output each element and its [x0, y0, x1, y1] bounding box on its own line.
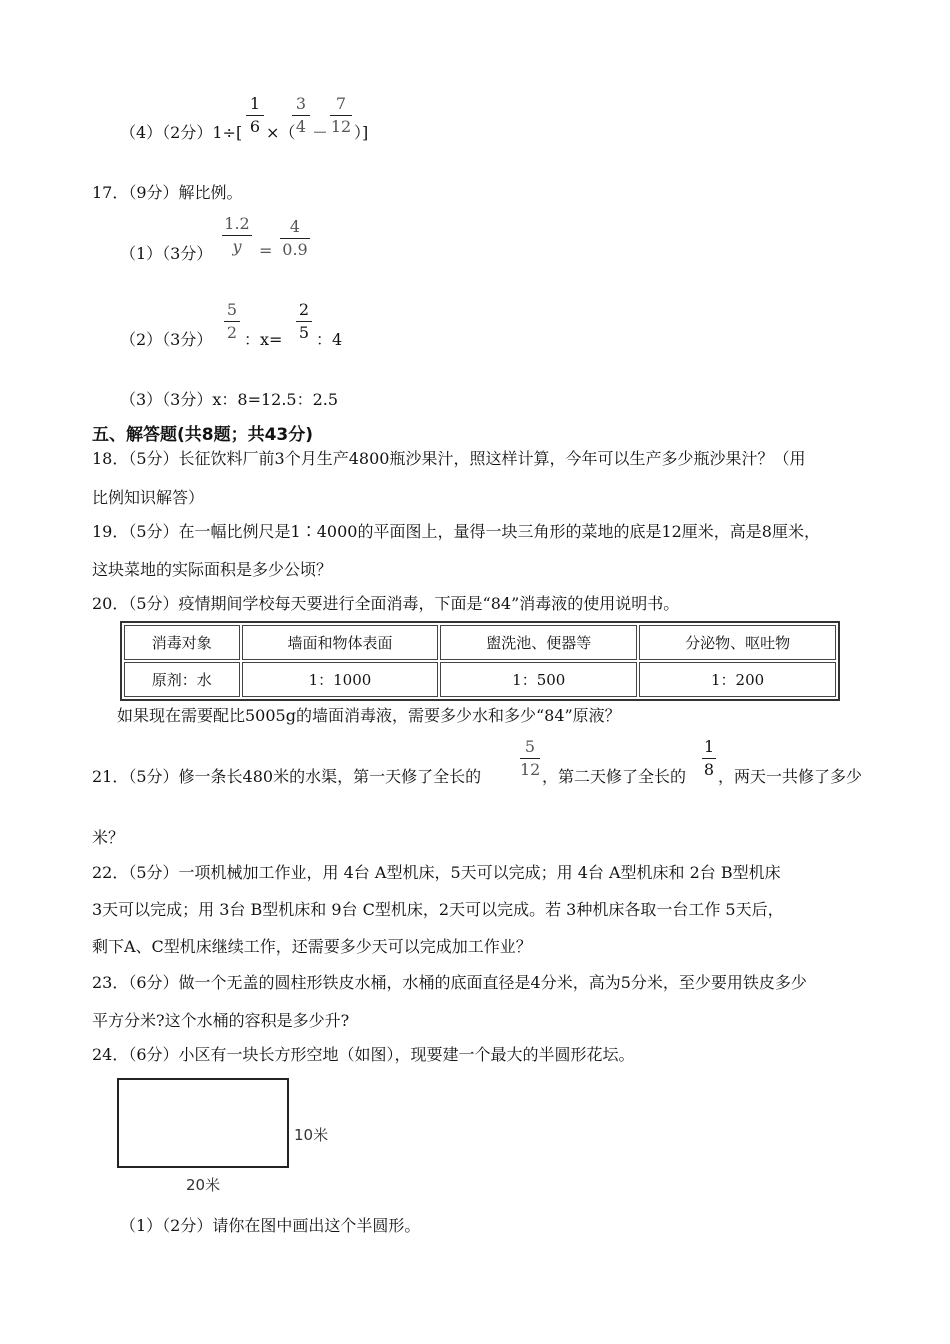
q18-line2: 比例知识解答）	[92, 488, 205, 507]
q21-line2: 米？	[92, 828, 125, 847]
q21-fraction-1: 5 12	[520, 737, 541, 779]
q20-line1: 20．（5分）疫情期间学校每天要进行全面消毒，下面是“84”消毒液的使用说明书。	[92, 594, 680, 613]
q16-4-fraction-2: 3 4	[292, 96, 310, 135]
q22-line1: 22．（5分）一项机械加工作业，用 4台 A型机床，5天可以完成；用 4台 A型机床和 2台 B型机床	[92, 863, 781, 882]
q23-line1: 23．（6分）做一个无盖的圆柱形铁皮水桶，水桶的底面直径是4分米，高为5分米，至少要用铁皮多少	[92, 973, 807, 992]
q17-1-fraction-right: 4 0.9	[280, 219, 310, 258]
q24-sub1: （1）（2分）请你在图中画出这个半圆形。	[120, 1216, 421, 1235]
q19-line1: 19．（5分）在一幅比例尺是1∶4000的平面图上，量得一块三角形的菜地的底是12厘米，高是8厘米，	[92, 522, 820, 541]
q16-4-suffix: ）]	[354, 123, 369, 142]
q18-line1: 18．（5分）长征饮料厂前3个月生产4800瓶沙果汁，照这样计算，今年可以生产多少瓶沙果汁？（用	[92, 449, 806, 468]
q22-line3: 剩下A、C型机床继续工作，还需要多少天可以完成加工作业？	[92, 937, 532, 956]
rectangle-height-label: 10米	[294, 1126, 329, 1144]
q17-title: 17．（9分）解比例。	[92, 183, 243, 202]
q17-1-label: （1）（3分）	[120, 244, 213, 263]
table-cell: 1：200	[639, 662, 836, 697]
q16-4-fraction-3: 7 12	[330, 94, 352, 136]
rectangle-width-label: 20米	[186, 1176, 221, 1194]
q21-part1: 21．（5分）修一条长480米的水渠，第一天修了全长的	[92, 767, 482, 786]
q19-line2: 这块菜地的实际面积是多少公顷？	[92, 560, 333, 579]
q16-4-times: ×（	[266, 123, 296, 142]
q24-line1: 24．（6分）小区有一块长方形空地（如图），现要建一个最大的半圆形花坛。	[92, 1045, 635, 1064]
q17-2-fraction-left: 5 2	[224, 302, 240, 341]
q16-4-prefix: （4）（2分）1÷[	[120, 123, 243, 142]
table-cell: 1：500	[440, 662, 637, 697]
q21-part3: ，两天一共修了多少	[718, 767, 863, 786]
rectangle-figure	[117, 1078, 289, 1168]
q16-4-fraction-1: 1 6	[246, 96, 264, 135]
table-cell: 1：1000	[242, 662, 439, 697]
q17-3: （3）（3分）x：8=12.5：2.5	[120, 390, 339, 409]
q17-2-middle: ：x=	[244, 330, 283, 349]
table-row	[124, 662, 836, 697]
table-cell: 消毒对象	[124, 625, 240, 660]
q17-1-fraction-left: 1.2 y	[222, 216, 252, 255]
q23-line2: 平方分米?这个水桶的容积是多少升?	[92, 1011, 350, 1030]
q17-1-equals: =	[259, 241, 273, 260]
q20-after-table: 如果现在需要配比5005g的墙面消毒液，需要多少水和多少“84”原液？	[117, 706, 621, 725]
q21-fraction-2: 1 8	[703, 737, 715, 779]
q21-part2: ，第二天修了全长的	[542, 767, 687, 786]
table-cell: 盥洗池、便器等	[440, 625, 637, 660]
table-header-row	[124, 625, 836, 660]
q17-2-end: ：4	[316, 330, 343, 349]
q16-4-minus: －	[312, 123, 329, 142]
disinfectant-table	[120, 621, 840, 701]
table-cell: 分泌物、呕吐物	[639, 625, 836, 660]
q22-line2: 3天可以完成；用 3台 B型机床和 9台 C型机床，2天可以完成。若 3种机床各取一台工作 5天后，	[92, 900, 784, 919]
q17-2-fraction-right: 2 5	[296, 302, 312, 341]
section-5-title: 五、解答题(共8题；共43分)	[92, 425, 314, 445]
table-cell: 原剂：水	[124, 662, 240, 697]
q17-2-label: （2）（3分）	[120, 330, 213, 349]
table-cell: 墙面和物体表面	[242, 625, 439, 660]
